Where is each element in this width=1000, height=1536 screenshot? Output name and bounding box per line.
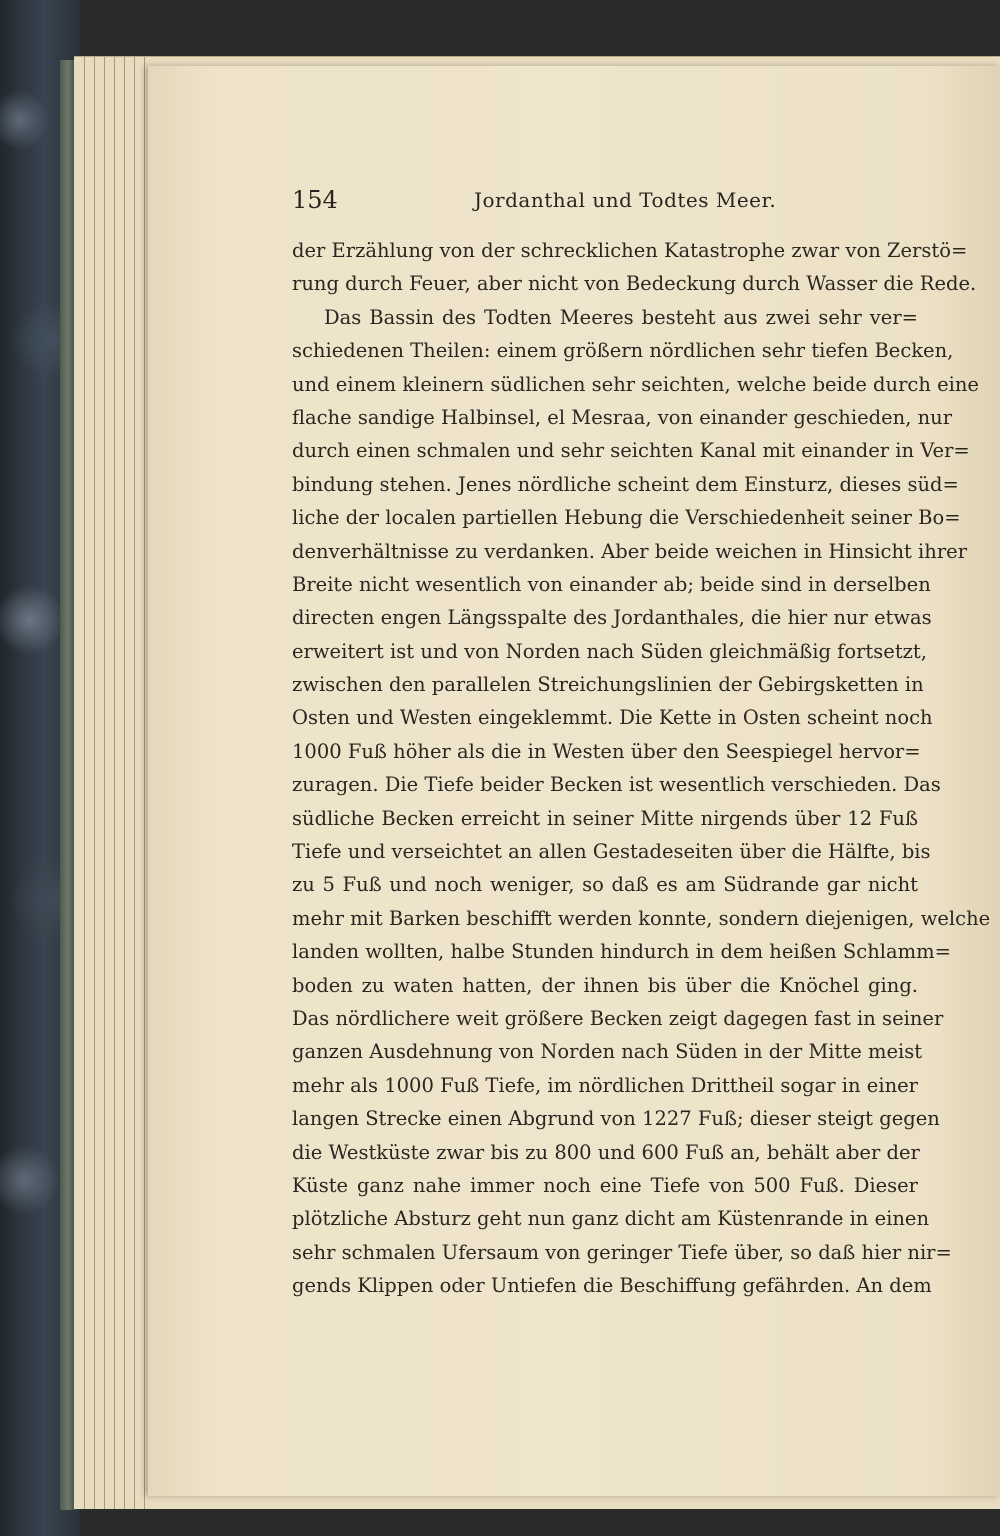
- text-line: und einem kleinern südlichen sehr seichten, welche beide durch eine: [292, 372, 979, 396]
- text-line: südliche Becken erreicht in seiner Mitte nirgends über 12 Fuß: [292, 806, 918, 830]
- text-line: boden zu waten hatten, der ihnen bis über die Knöchel ging.: [292, 973, 918, 997]
- text-line: gends Klippen oder Untiefen die Beschiffung gefährden. An dem: [292, 1274, 932, 1298]
- page-edge-line: [104, 57, 105, 1509]
- page-edge-line: [94, 57, 95, 1509]
- text-line: landen wollten, halbe Stunden hindurch in dem heißen Schlamm=: [292, 940, 951, 964]
- text-line: ganzen Ausdehnung von Norden nach Süden in der Mitte meist: [292, 1040, 923, 1064]
- text-line: liche der localen partiellen Hebung die Verschiedenheit seiner Bo=: [292, 506, 961, 530]
- page-edge-line: [84, 57, 85, 1509]
- page-number: 154: [292, 186, 338, 214]
- text-line: Das Bassin des Todten Meeres besteht aus zwei sehr ver=: [324, 305, 918, 329]
- text-line: plötzliche Absturz geht nun ganz dicht am Küstenrande in einen: [292, 1207, 929, 1231]
- text-line: zu 5 Fuß und noch weniger, so daß es am Südrande gar nicht: [292, 873, 918, 897]
- text-line: 1000 Fuß höher als die in Westen über den Seespiegel hervor=: [292, 739, 921, 763]
- body-text: [292, 234, 991, 1303]
- text-line: durch einen schmalen und sehr seichten Kanal mit einander in Ver=: [292, 439, 970, 463]
- text-line: rung durch Feuer, aber nicht von Bedeckung durch Wasser die Rede.: [292, 272, 977, 296]
- text-line: zwischen den parallelen Streichungslinien der Gebirgsketten in: [292, 673, 924, 697]
- text-line: Breite nicht wesentlich von einander ab; beide sind in derselben: [292, 572, 931, 596]
- text-line: flache sandige Halbinsel, el Mesraa, von einander geschieden, nur: [292, 405, 953, 429]
- text-line: der Erzählung von der schrecklichen Katastrophe zwar von Zerstö=: [292, 239, 968, 262]
- text-line: langen Strecke einen Abgrund von 1227 Fuß; dieser steigt gegen: [292, 1107, 940, 1131]
- text-line: denverhältnisse zu verdanken. Aber beide weichen in Hinsicht ihrer: [292, 539, 968, 563]
- text-line: Osten und Westen eingeklemmt. Die Kette in Osten scheint noch: [292, 706, 933, 730]
- text-line: mehr mit Barken beschifft werden konnte, sondern diejenigen, welche: [292, 906, 991, 930]
- text-line: sehr schmalen Ufersaum von geringer Tiefe über, so daß hier nir=: [292, 1240, 952, 1264]
- text-line: die Westküste zwar bis zu 800 und 600 Fuß an, behält aber der: [292, 1140, 920, 1164]
- page-edge-line: [124, 57, 125, 1509]
- page-edge-line: [114, 57, 115, 1509]
- text-line: mehr als 1000 Fuß Tiefe, im nördlichen Drittheil sogar in einer: [292, 1073, 918, 1097]
- text-line: erweitert ist und von Norden nach Süden gleichmäßig fortsetzt,: [292, 639, 927, 663]
- page-header: [292, 186, 912, 222]
- text-line: Tiefe und verseichtet an allen Gestadeseiten über die Hälfte, bis: [292, 840, 931, 864]
- text-line: Küste ganz nahe immer noch eine Tiefe von 500 Fuß. Dieser: [292, 1173, 918, 1197]
- text-line: schiedenen Theilen: einem größern nördlichen sehr tiefen Becken,: [292, 339, 954, 363]
- running-title: Jordanthal und Todtes Meer.: [474, 188, 777, 212]
- text-line: directen engen Längsspalte des Jordanthales, die hier nur etwas: [292, 606, 932, 630]
- page-edge-line: [134, 57, 135, 1509]
- text-line: bindung stehen. Jenes nördliche scheint dem Einsturz, dieses süd=: [292, 472, 959, 496]
- text-line: Das nördlichere weit größere Becken zeigt dagegen fast in seiner: [292, 1006, 944, 1030]
- page-edge-line: [144, 57, 145, 1509]
- text-line: zuragen. Die Tiefe beider Becken ist wesentlich verschieden. Das: [292, 773, 941, 797]
